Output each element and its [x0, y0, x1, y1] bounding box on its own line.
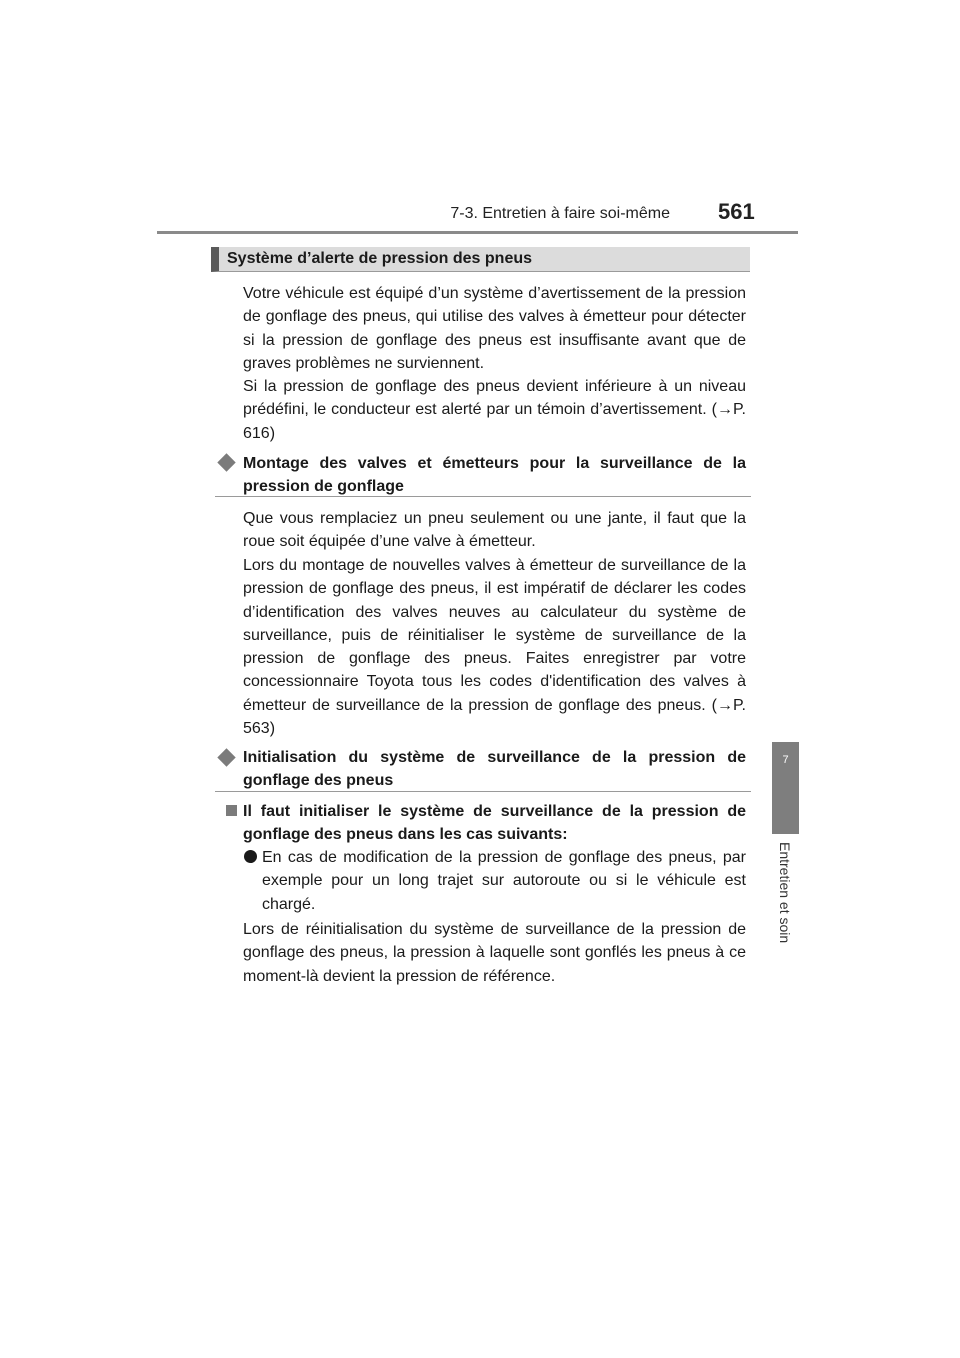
header-rule	[157, 231, 798, 234]
initialisation-heading: Initialisation du système de surveillance de la pression de gonflage des pneus	[243, 749, 746, 789]
page-number: 561	[718, 199, 755, 224]
section-title: Système d’alerte de pression des pneus	[211, 247, 750, 272]
diamond-bullet-icon	[217, 453, 235, 471]
round-bullet-icon	[244, 850, 257, 863]
initialisation-subheading: Il faut initialiser le système de surveillance de la pression de gonflage des pneus dans les cas suivants:	[243, 803, 746, 843]
diamond-bullet-icon	[217, 748, 235, 766]
intro-paragraph-1: Votre véhicule est équipé d’un système d’avertissement de la pression de gonflage des pneus, qui utilise des valves à émetteur pour détecter si la pression de gonflage des pneus est insuffisante avant que de graves problèmes ne surviennent.	[243, 285, 746, 372]
chapter-tab-label: Entretien et soin	[777, 842, 793, 944]
initialisation-paragraph: Lors de réinitialisation du système de surveillance de la pression de gonflage des pneus, la pression à laquelle sont gonflés les pneus à ce moment-là devient la pression de référence.	[243, 921, 746, 985]
montage-paragraph-1: Que vous remplaciez un pneu seulement ou une jante, il faut que la roue soit équipée d’une valve à émetteur.	[243, 510, 746, 551]
initialisation-bullet-text: En cas de modification de la pression de gonflage des pneus, par exemple pour un long trajet sur autoroute ou si le véhicule est chargé.	[262, 849, 746, 913]
chapter-tab-number: 7	[772, 742, 799, 834]
montage-heading: Montage des valves et émetteurs pour la surveillance de la pression de gonflage	[243, 455, 746, 495]
montage-paragraph-2: Lors du montage de nouvelles valves à émetteur de surveillance de la pression de gonflage des pneus, il est impératif de déclarer les codes d’identification des valves neuves au calculateur du système de surveillance, puis de réinitialiser le système de surveillance de la pression de gonflage des pneus. Faites enregistrer par votre concessionnaire Toyota tous les codes d'identification des valves à émetteur de surveillance de la pression de gonflage des pneus. (→P. 563)	[243, 557, 746, 738]
montage-heading-rule	[215, 496, 751, 497]
intro-paragraph-2: Si la pression de gonflage des pneus devient inférieure à un niveau prédéfini, le conducteur est alerté par un témoin d’avertissement. (→P. 616)	[243, 378, 746, 442]
header-section-title: 7-3. Entretien à faire soi-même	[450, 205, 670, 222]
square-bullet-icon	[226, 805, 237, 816]
initialisation-heading-rule	[215, 791, 751, 792]
